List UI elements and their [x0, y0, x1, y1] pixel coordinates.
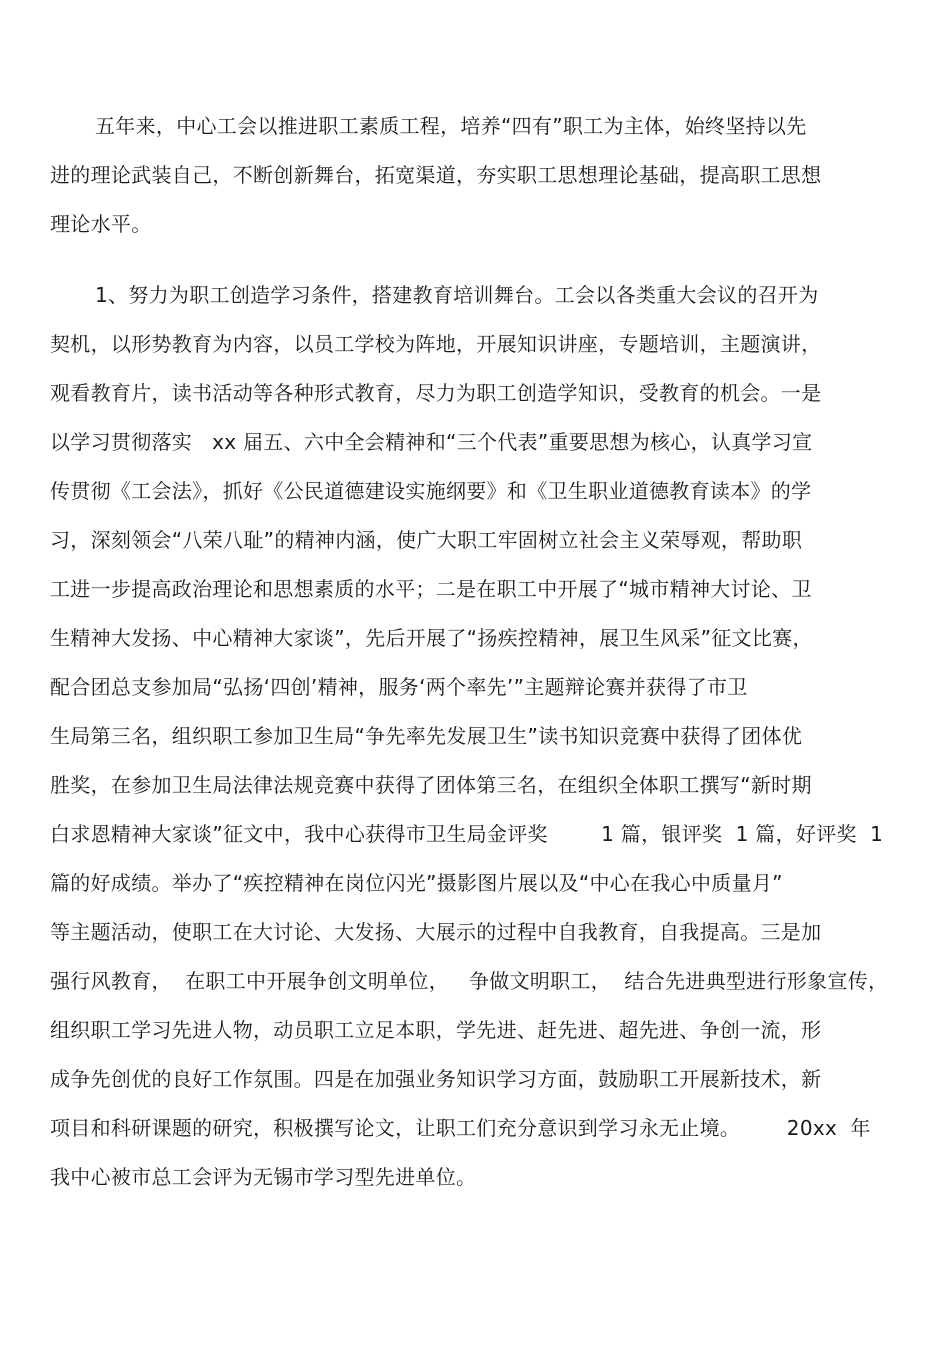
text-line: 五年来，中心工会以推进职工素质工程，培养“四有”职工为主体，始终坚持以先	[95, 114, 807, 138]
text-line: 以学习贯彻落实 xx 届五、六中全会精神和“三个代表”重要思想为核心，认真学习宣	[50, 430, 813, 454]
text-line: 成争先创优的良好工作氛围。四是在加强业务知识学习方面，鼓励职工开展新技术，新	[50, 1067, 822, 1091]
text-line: 胜奖，在参加卫生局法律法规竞赛中获得了团体第三名，在组织全体职工撰写“新时期	[50, 773, 812, 797]
text-line: 等主题活动，使职工在大讨论、大发扬、大展示的过程中自我教育，自我提高。三是加	[50, 920, 822, 944]
text-line: 篇的好成绩。举办了“疾控精神在岗位闪光”摄影图片展以及“中心在我心中质量月”	[50, 871, 783, 895]
text-line: 生精神大发扬、中心精神大家谈”，先后开展了“扬疾控精神，展卫生风采”征文比赛，	[50, 626, 813, 650]
text-line: 我中心被市总工会评为无锡市学习型先进单位。	[50, 1165, 477, 1189]
text-line: 项目和科研课题的研究，积极撰写论文，让职工们充分意识到学习永无止境。 20xx 年	[50, 1116, 871, 1140]
text-line: 工进一步提高政治理论和思想素质的水平；二是在职工中开展了“城市精神大讨论、卫	[50, 577, 812, 601]
text-line: 组织职工学习先进人物，动员职工立足本职，学先进、赶先进、超先进、争创一流，形	[50, 1018, 822, 1042]
text-line: 理论水平。	[50, 212, 152, 236]
text-line: 传贯彻《工会法》，抓好《公民道德建设实施纲要》和《卫生职业道德教育读本》的学	[50, 479, 812, 503]
text-line: 观看教育片，读书活动等各种形式教育，尽力为职工创造学知识，受教育的机会。一是	[50, 381, 822, 405]
text-line: 配合团总支参加局“弘扬‘四创’精神，服务‘两个率先’”主题辩论赛并获得了市卫	[50, 675, 748, 699]
text-line: 进的理论武装自己，不断创新舞台，拓宽渠道，夯实职工思想理论基础，提高职工思想	[50, 163, 822, 187]
text-line: 白求恩精神大家谈”征文中，我中心获得市卫生局金评奖 1 篇，银评奖 1 篇，好评奖 1	[50, 822, 884, 846]
text-line: 习，深刻领会“八荣八耻”的精神内涵，使广大职工牢固树立社会主义荣辱观，帮助职	[50, 528, 803, 552]
text-line: 契机，以形势教育为内容，以员工学校为阵地，开展知识讲座，专题培训，主题演讲，	[50, 332, 822, 356]
text-line: 1、努力为职工创造学习条件，搭建教育培训舞台。工会以各类重大会议的召开为	[95, 283, 819, 307]
text-line: 生局第三名，组织职工参加卫生局“争先率先发展卫生”读书知识竞赛中获得了团体优	[50, 724, 803, 748]
text-line: 强行风教育， 在职工中开展争创文明单位， 争做文明职工， 结合先进典型进行形象宣传，	[50, 969, 889, 993]
